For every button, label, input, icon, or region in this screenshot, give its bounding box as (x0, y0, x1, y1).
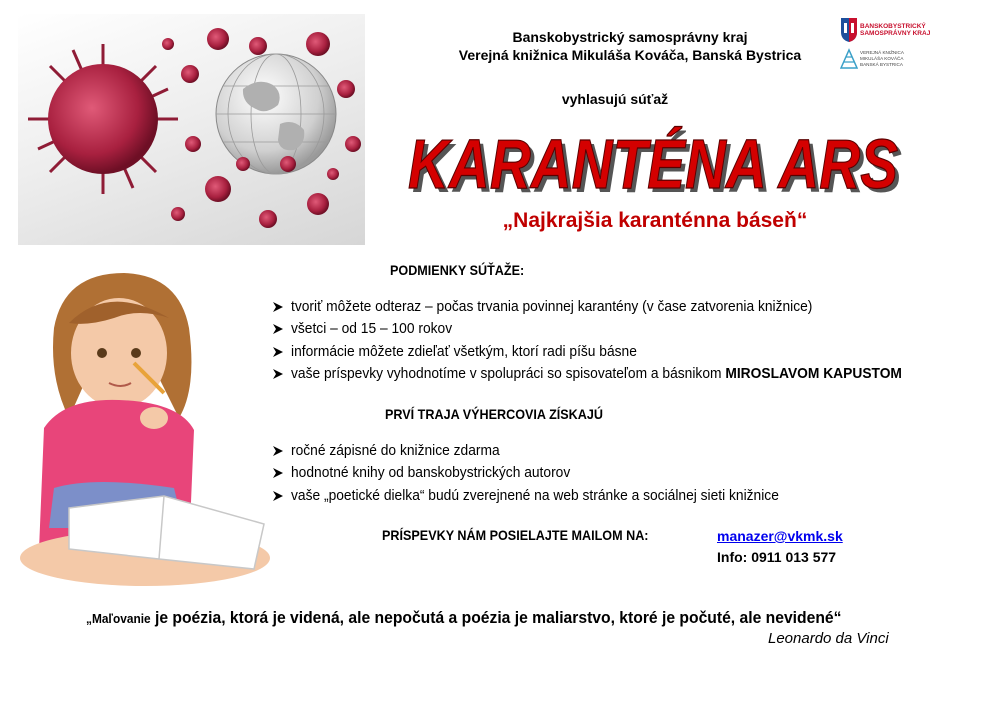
globe-icon (216, 54, 336, 174)
condition-text: všetci – od 15 – 100 rokov (291, 320, 453, 338)
girl-writing-graphic (14, 258, 276, 593)
conditions-list (272, 296, 955, 385)
email-link[interactable]: manazer@vkmk.sk (717, 528, 843, 544)
info-phone: Info: 0911 013 577 (717, 549, 837, 565)
prize-text: ročné zápisné do knižnice zdarma (291, 442, 500, 459)
subtitle: „Najkrajšia karanténna báseň“ (502, 209, 808, 232)
arrowhead-bullet-icon (272, 363, 286, 385)
poet-name: MIROSLAVOM KAPUSTOM (725, 364, 902, 382)
girl-with-notebook-photo (14, 258, 276, 593)
list-item (272, 440, 821, 462)
organizer-library: Verejná knižnica Mikuláša Kováča, Banská Bystrica (458, 47, 802, 63)
list-item (272, 318, 955, 340)
arrowhead-bullet-icon (272, 440, 286, 462)
list-item (272, 462, 821, 484)
quote-first-word: „Maľovanie (86, 612, 151, 626)
hand-icon (140, 407, 168, 429)
list-item (272, 296, 955, 318)
list-item (272, 363, 955, 385)
conditions-heading: PODMIENKY SÚŤAŽE: (390, 262, 525, 278)
vkmk-logo-line3: BANSKÁ BYSTRICA (860, 62, 903, 67)
quote-author: Leonardo da Vinci (768, 630, 889, 647)
arrowhead-bullet-icon (272, 485, 286, 507)
prizes-list (272, 440, 821, 507)
arrowhead-bullet-icon (272, 462, 286, 484)
coat-of-arms-icon (840, 17, 858, 43)
prizes-heading: PRVÍ TRAJA VÝHERCOVIA ZÍSKAJÚ (385, 406, 603, 422)
condition-text: tvoriť môžete odteraz – počas trvania povinnej karantény (v čase zatvorenia knižnice) (291, 298, 813, 315)
contact-label: PRÍSPEVKY NÁM POSIELAJTE MAILOM NA: (382, 527, 649, 543)
large-virus-icon (28, 44, 178, 194)
vkmk-logo (840, 48, 936, 72)
arrowhead-bullet-icon (272, 341, 286, 363)
library-logo-icon (840, 48, 858, 70)
main-title-graphic (398, 122, 908, 202)
coronavirus-illustration (18, 14, 365, 245)
bbsk-logo-line1: BANSKOBYSTRICKÝ (860, 23, 926, 30)
list-item (272, 485, 821, 507)
main-title-text: KARANTÉNA ARS (408, 125, 898, 202)
main-title-shadow: KARANTÉNA ARS (412, 129, 902, 202)
prize-text: vaše „poetické dielka“ budú zverejnené na web stránke a sociálnej sieti knižnice (291, 486, 779, 504)
list-item (272, 341, 955, 363)
quote-text: je poézia, ktorá je videná, ale nepočutá a poézia je maliarstvo, ktoré je počuté, ale nevidené“ (150, 609, 842, 627)
main-title (398, 122, 908, 202)
announcement: vyhlasujú súťaž (561, 91, 669, 107)
prize-text: hodnotné knihy od banskobystrických autorov (291, 464, 571, 482)
bbsk-logo (840, 17, 936, 43)
quote (86, 609, 841, 628)
bbsk-logo-line2: SAMOSPRÁVNY KRAJ (860, 30, 931, 37)
arrowhead-bullet-icon (272, 296, 286, 318)
vkmk-logo-line2: MIKULÁŠA KOVÁČA (860, 56, 904, 61)
vkmk-logo-line1: VEREJNÁ KNIŽNICA (860, 50, 904, 55)
organizer-region: Banskobystrický samosprávny kraj (512, 29, 748, 45)
condition-text: vaše príspevky vyhodnotíme v spolupráci so spisovateľom a básnikom (291, 364, 726, 382)
virus-globe-graphic (18, 14, 365, 245)
condition-text: informácie môžete zdieľať všetkým, ktorí radi píšu básne (291, 342, 637, 360)
arrowhead-bullet-icon (272, 318, 286, 340)
